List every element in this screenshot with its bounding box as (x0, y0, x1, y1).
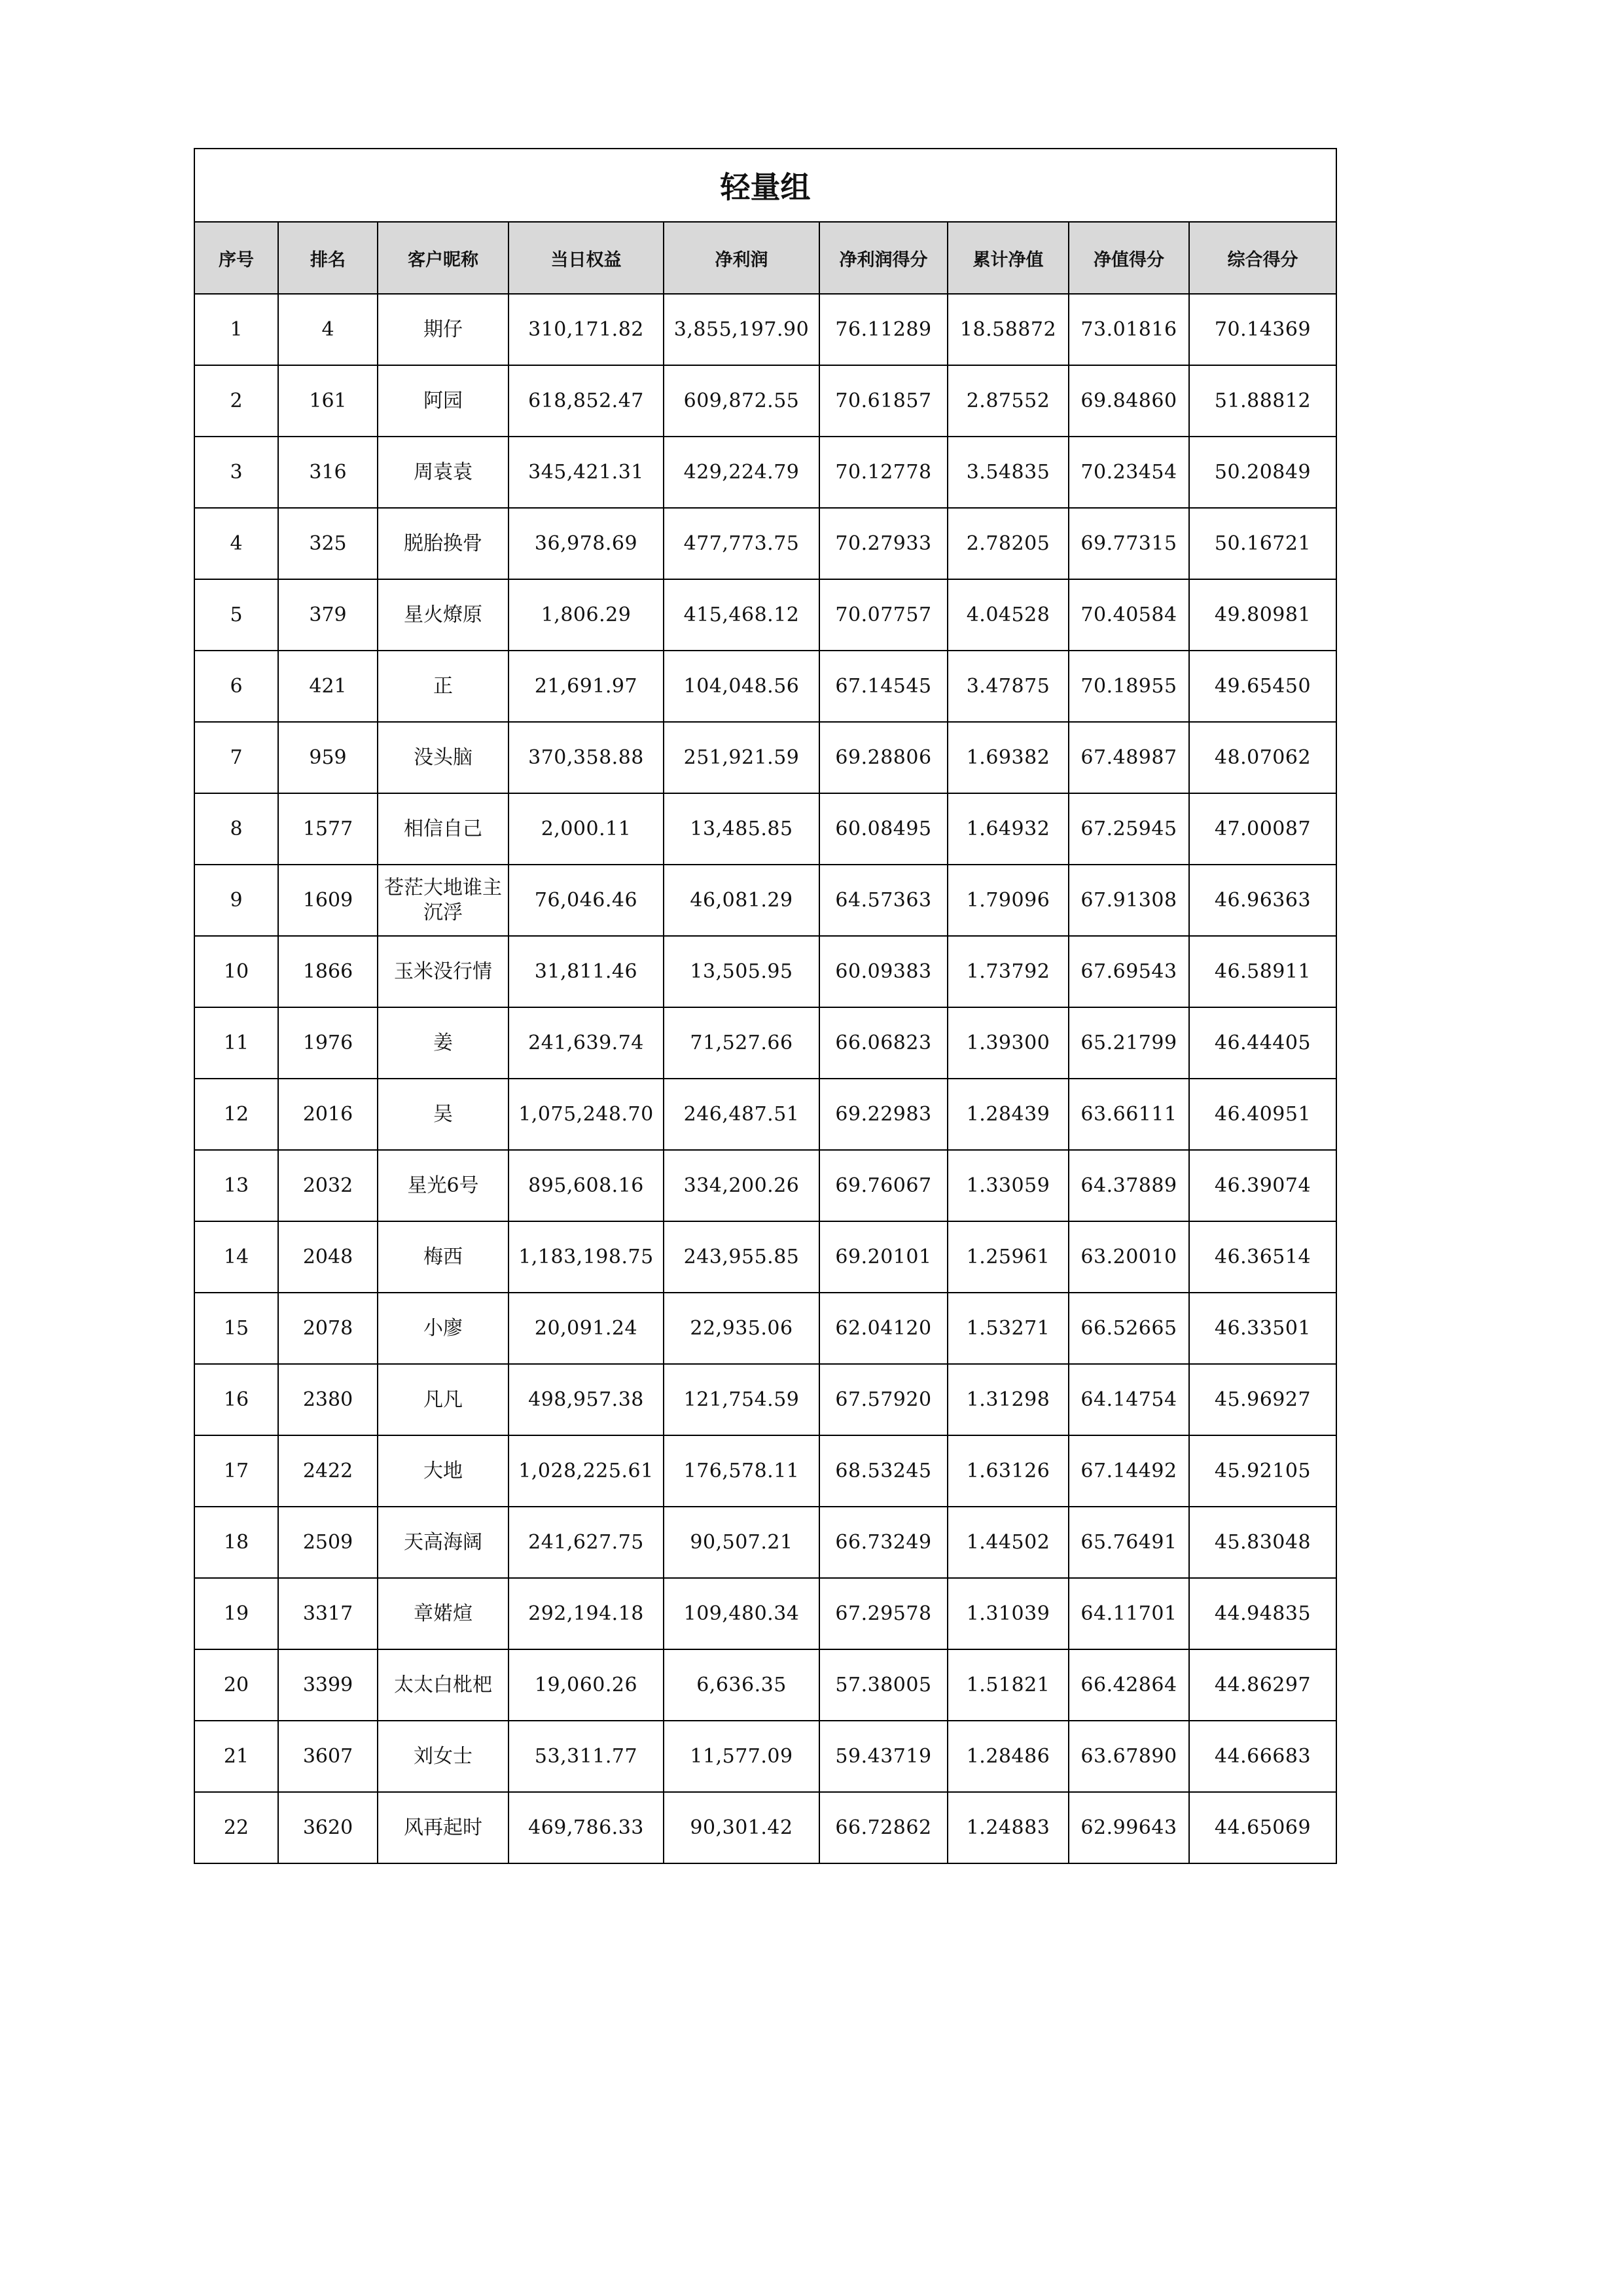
cell-equity: 292,194.18 (508, 1578, 664, 1649)
cell-total-score: 46.44405 (1189, 1007, 1336, 1079)
column-header-nav-score: 净值得分 (1069, 222, 1189, 294)
cell-rank: 421 (278, 651, 378, 722)
cell-profit-score: 67.14545 (819, 651, 948, 722)
cell-index: 9 (194, 865, 278, 936)
table-row (194, 793, 1336, 865)
cell-cumulative-nav: 1.63126 (948, 1435, 1069, 1507)
cell-nav-score: 69.84860 (1069, 365, 1189, 437)
table-row (194, 1293, 1336, 1364)
table-title: 轻量组 (194, 149, 1336, 222)
column-header-rank: 排名 (278, 222, 378, 294)
cell-net-profit: 3,855,197.90 (664, 294, 819, 365)
cell-profit-score: 66.73249 (819, 1507, 948, 1578)
cell-net-profit: 71,527.66 (664, 1007, 819, 1079)
cell-total-score: 45.96927 (1189, 1364, 1336, 1435)
cell-nav-score: 66.52665 (1069, 1293, 1189, 1364)
cell-total-score: 49.80981 (1189, 579, 1336, 651)
cell-nickname: 太太白枇杷 (378, 1649, 508, 1721)
cell-equity: 895,608.16 (508, 1150, 664, 1221)
cell-nickname: 没头脑 (378, 722, 508, 793)
cell-index: 15 (194, 1293, 278, 1364)
cell-index: 18 (194, 1507, 278, 1578)
cell-net-profit: 22,935.06 (664, 1293, 819, 1364)
cell-index: 3 (194, 437, 278, 508)
cell-cumulative-nav: 1.79096 (948, 865, 1069, 936)
cell-total-score: 46.40951 (1189, 1079, 1336, 1150)
cell-nickname: 小廖 (378, 1293, 508, 1364)
table-row (194, 1007, 1336, 1079)
table-row (194, 579, 1336, 651)
cell-cumulative-nav: 3.47875 (948, 651, 1069, 722)
cell-total-score: 70.14369 (1189, 294, 1336, 365)
cell-total-score: 48.07062 (1189, 722, 1336, 793)
cell-net-profit: 90,507.21 (664, 1507, 819, 1578)
cell-rank: 3620 (278, 1792, 378, 1863)
cell-index: 12 (194, 1079, 278, 1150)
column-header-equity: 当日权益 (508, 222, 664, 294)
cell-equity: 370,358.88 (508, 722, 664, 793)
cell-index: 17 (194, 1435, 278, 1507)
cell-nav-score: 63.67890 (1069, 1721, 1189, 1792)
table-row (194, 294, 1336, 365)
cell-cumulative-nav: 1.64932 (948, 793, 1069, 865)
cell-total-score: 50.16721 (1189, 508, 1336, 579)
cell-nav-score: 62.99643 (1069, 1792, 1189, 1863)
cell-profit-score: 69.76067 (819, 1150, 948, 1221)
cell-index: 4 (194, 508, 278, 579)
cell-nickname: 风再起时 (378, 1792, 508, 1863)
cell-net-profit: 6,636.35 (664, 1649, 819, 1721)
cell-equity: 76,046.46 (508, 865, 664, 936)
cell-rank: 3607 (278, 1721, 378, 1792)
cell-equity: 241,639.74 (508, 1007, 664, 1079)
cell-nickname: 梅西 (378, 1221, 508, 1293)
cell-cumulative-nav: 1.53271 (948, 1293, 1069, 1364)
cell-net-profit: 477,773.75 (664, 508, 819, 579)
column-header-nickname: 客户昵称 (378, 222, 508, 294)
cell-index: 10 (194, 936, 278, 1007)
cell-net-profit: 334,200.26 (664, 1150, 819, 1221)
cell-nickname: 正 (378, 651, 508, 722)
cell-equity: 2,000.11 (508, 793, 664, 865)
cell-rank: 1976 (278, 1007, 378, 1079)
cell-total-score: 44.65069 (1189, 1792, 1336, 1863)
cell-nickname: 期仔 (378, 294, 508, 365)
cell-equity: 36,978.69 (508, 508, 664, 579)
cell-nav-score: 66.42864 (1069, 1649, 1189, 1721)
cell-nav-score: 64.37889 (1069, 1150, 1189, 1221)
table-row (194, 437, 1336, 508)
cell-nav-score: 67.14492 (1069, 1435, 1189, 1507)
cell-total-score: 45.83048 (1189, 1507, 1336, 1578)
cell-cumulative-nav: 3.54835 (948, 437, 1069, 508)
cell-net-profit: 243,955.85 (664, 1221, 819, 1293)
cell-index: 21 (194, 1721, 278, 1792)
cell-nickname: 章婼煊 (378, 1578, 508, 1649)
column-header-total-score: 综合得分 (1189, 222, 1336, 294)
cell-rank: 325 (278, 508, 378, 579)
table-row (194, 1364, 1336, 1435)
cell-nickname: 姜 (378, 1007, 508, 1079)
cell-equity: 1,806.29 (508, 579, 664, 651)
cell-cumulative-nav: 1.51821 (948, 1649, 1069, 1721)
cell-nickname: 刘女士 (378, 1721, 508, 1792)
cell-cumulative-nav: 1.44502 (948, 1507, 1069, 1578)
cell-profit-score: 69.22983 (819, 1079, 948, 1150)
cell-profit-score: 66.72862 (819, 1792, 948, 1863)
cell-equity: 1,028,225.61 (508, 1435, 664, 1507)
cell-profit-score: 67.57920 (819, 1364, 948, 1435)
cell-cumulative-nav: 18.58872 (948, 294, 1069, 365)
cell-total-score: 51.88812 (1189, 365, 1336, 437)
cell-nav-score: 63.20010 (1069, 1221, 1189, 1293)
table-body (194, 294, 1336, 1863)
cell-net-profit: 251,921.59 (664, 722, 819, 793)
cell-nickname: 大地 (378, 1435, 508, 1507)
cell-nav-score: 73.01816 (1069, 294, 1189, 365)
cell-rank: 3399 (278, 1649, 378, 1721)
header-row (194, 222, 1336, 294)
cell-net-profit: 11,577.09 (664, 1721, 819, 1792)
cell-total-score: 46.96363 (1189, 865, 1336, 936)
cell-index: 16 (194, 1364, 278, 1435)
cell-equity: 21,691.97 (508, 651, 664, 722)
table-row (194, 1507, 1336, 1578)
table-row (194, 1721, 1336, 1792)
ranking-table (194, 148, 1337, 1864)
cell-index: 11 (194, 1007, 278, 1079)
cell-nickname: 苍茫大地谁主沉浮 (378, 865, 508, 936)
cell-total-score: 46.33501 (1189, 1293, 1336, 1364)
cell-nav-score: 63.66111 (1069, 1079, 1189, 1150)
cell-rank: 316 (278, 437, 378, 508)
cell-nav-score: 70.40584 (1069, 579, 1189, 651)
cell-rank: 4 (278, 294, 378, 365)
cell-total-score: 46.36514 (1189, 1221, 1336, 1293)
cell-rank: 1866 (278, 936, 378, 1007)
cell-equity: 1,075,248.70 (508, 1079, 664, 1150)
cell-profit-score: 76.11289 (819, 294, 948, 365)
cell-equity: 469,786.33 (508, 1792, 664, 1863)
cell-net-profit: 176,578.11 (664, 1435, 819, 1507)
cell-equity: 618,852.47 (508, 365, 664, 437)
cell-net-profit: 609,872.55 (664, 365, 819, 437)
cell-nickname: 天高海阔 (378, 1507, 508, 1578)
cell-net-profit: 429,224.79 (664, 437, 819, 508)
cell-index: 20 (194, 1649, 278, 1721)
cell-profit-score: 64.57363 (819, 865, 948, 936)
cell-profit-score: 70.27933 (819, 508, 948, 579)
cell-nav-score: 67.25945 (1069, 793, 1189, 865)
cell-nickname: 脱胎换骨 (378, 508, 508, 579)
cell-cumulative-nav: 1.39300 (948, 1007, 1069, 1079)
cell-total-score: 50.20849 (1189, 437, 1336, 508)
cell-index: 19 (194, 1578, 278, 1649)
table-row (194, 651, 1336, 722)
cell-cumulative-nav: 2.87552 (948, 365, 1069, 437)
cell-cumulative-nav: 4.04528 (948, 579, 1069, 651)
cell-rank: 2032 (278, 1150, 378, 1221)
cell-nav-score: 64.11701 (1069, 1578, 1189, 1649)
cell-cumulative-nav: 2.78205 (948, 508, 1069, 579)
cell-rank: 2078 (278, 1293, 378, 1364)
cell-profit-score: 62.04120 (819, 1293, 948, 1364)
table-row (194, 508, 1336, 579)
column-header-cumulative-nav: 累计净值 (948, 222, 1069, 294)
cell-equity: 241,627.75 (508, 1507, 664, 1578)
cell-cumulative-nav: 1.28439 (948, 1079, 1069, 1150)
cell-cumulative-nav: 1.24883 (948, 1792, 1069, 1863)
table-row (194, 865, 1336, 936)
cell-index: 8 (194, 793, 278, 865)
cell-cumulative-nav: 1.73792 (948, 936, 1069, 1007)
cell-rank: 2048 (278, 1221, 378, 1293)
cell-nav-score: 64.14754 (1069, 1364, 1189, 1435)
cell-cumulative-nav: 1.31298 (948, 1364, 1069, 1435)
table-row (194, 1792, 1336, 1863)
cell-total-score: 44.66683 (1189, 1721, 1336, 1792)
table-row (194, 722, 1336, 793)
cell-profit-score: 66.06823 (819, 1007, 948, 1079)
cell-index: 1 (194, 294, 278, 365)
cell-net-profit: 90,301.42 (664, 1792, 819, 1863)
cell-index: 7 (194, 722, 278, 793)
cell-net-profit: 415,468.12 (664, 579, 819, 651)
cell-total-score: 47.00087 (1189, 793, 1336, 865)
table-row (194, 1435, 1336, 1507)
cell-nav-score: 70.23454 (1069, 437, 1189, 508)
cell-rank: 2380 (278, 1364, 378, 1435)
cell-nav-score: 70.18955 (1069, 651, 1189, 722)
cell-rank: 2016 (278, 1079, 378, 1150)
column-header-profit-score: 净利润得分 (819, 222, 948, 294)
cell-total-score: 45.92105 (1189, 1435, 1336, 1507)
cell-rank: 3317 (278, 1578, 378, 1649)
cell-equity: 498,957.38 (508, 1364, 664, 1435)
cell-index: 22 (194, 1792, 278, 1863)
cell-equity: 345,421.31 (508, 437, 664, 508)
cell-nickname: 周袁袁 (378, 437, 508, 508)
cell-profit-score: 69.20101 (819, 1221, 948, 1293)
cell-nav-score: 65.21799 (1069, 1007, 1189, 1079)
table-row (194, 1649, 1336, 1721)
column-header-index: 序号 (194, 222, 278, 294)
column-header-net-profit: 净利润 (664, 222, 819, 294)
cell-cumulative-nav: 1.28486 (948, 1721, 1069, 1792)
cell-index: 2 (194, 365, 278, 437)
cell-nickname: 星光6号 (378, 1150, 508, 1221)
cell-equity: 20,091.24 (508, 1293, 664, 1364)
cell-rank: 2422 (278, 1435, 378, 1507)
cell-nav-score: 67.69543 (1069, 936, 1189, 1007)
cell-index: 6 (194, 651, 278, 722)
table-row (194, 1150, 1336, 1221)
cell-index: 14 (194, 1221, 278, 1293)
cell-profit-score: 70.07757 (819, 579, 948, 651)
cell-profit-score: 59.43719 (819, 1721, 948, 1792)
cell-nav-score: 67.48987 (1069, 722, 1189, 793)
cell-total-score: 44.94835 (1189, 1578, 1336, 1649)
cell-equity: 53,311.77 (508, 1721, 664, 1792)
cell-profit-score: 60.09383 (819, 936, 948, 1007)
cell-nav-score: 69.77315 (1069, 508, 1189, 579)
cell-net-profit: 109,480.34 (664, 1578, 819, 1649)
cell-nickname: 星火燎原 (378, 579, 508, 651)
cell-net-profit: 121,754.59 (664, 1364, 819, 1435)
table-row (194, 936, 1336, 1007)
cell-rank: 1609 (278, 865, 378, 936)
cell-rank: 1577 (278, 793, 378, 865)
cell-equity: 31,811.46 (508, 936, 664, 1007)
cell-net-profit: 46,081.29 (664, 865, 819, 936)
cell-profit-score: 57.38005 (819, 1649, 948, 1721)
table-row (194, 1221, 1336, 1293)
cell-nav-score: 67.91308 (1069, 865, 1189, 936)
cell-rank: 959 (278, 722, 378, 793)
cell-equity: 19,060.26 (508, 1649, 664, 1721)
cell-profit-score: 60.08495 (819, 793, 948, 865)
cell-net-profit: 13,485.85 (664, 793, 819, 865)
cell-nickname: 凡凡 (378, 1364, 508, 1435)
table-row (194, 365, 1336, 437)
table-row (194, 1079, 1336, 1150)
cell-rank: 2509 (278, 1507, 378, 1578)
cell-rank: 379 (278, 579, 378, 651)
cell-nickname: 玉米没行情 (378, 936, 508, 1007)
cell-nickname: 相信自己 (378, 793, 508, 865)
cell-cumulative-nav: 1.25961 (948, 1221, 1069, 1293)
cell-total-score: 46.39074 (1189, 1150, 1336, 1221)
cell-total-score: 44.86297 (1189, 1649, 1336, 1721)
cell-index: 13 (194, 1150, 278, 1221)
cell-nickname: 吴 (378, 1079, 508, 1150)
cell-rank: 161 (278, 365, 378, 437)
cell-profit-score: 70.12778 (819, 437, 948, 508)
cell-profit-score: 69.28806 (819, 722, 948, 793)
cell-total-score: 49.65450 (1189, 651, 1336, 722)
cell-equity: 310,171.82 (508, 294, 664, 365)
cell-cumulative-nav: 1.69382 (948, 722, 1069, 793)
cell-nickname: 阿园 (378, 365, 508, 437)
cell-cumulative-nav: 1.31039 (948, 1578, 1069, 1649)
cell-net-profit: 104,048.56 (664, 651, 819, 722)
cell-nav-score: 65.76491 (1069, 1507, 1189, 1578)
cell-profit-score: 67.29578 (819, 1578, 948, 1649)
cell-index: 5 (194, 579, 278, 651)
cell-equity: 1,183,198.75 (508, 1221, 664, 1293)
cell-profit-score: 68.53245 (819, 1435, 948, 1507)
cell-profit-score: 70.61857 (819, 365, 948, 437)
cell-cumulative-nav: 1.33059 (948, 1150, 1069, 1221)
cell-net-profit: 13,505.95 (664, 936, 819, 1007)
cell-net-profit: 246,487.51 (664, 1079, 819, 1150)
cell-total-score: 46.58911 (1189, 936, 1336, 1007)
table-row (194, 1578, 1336, 1649)
